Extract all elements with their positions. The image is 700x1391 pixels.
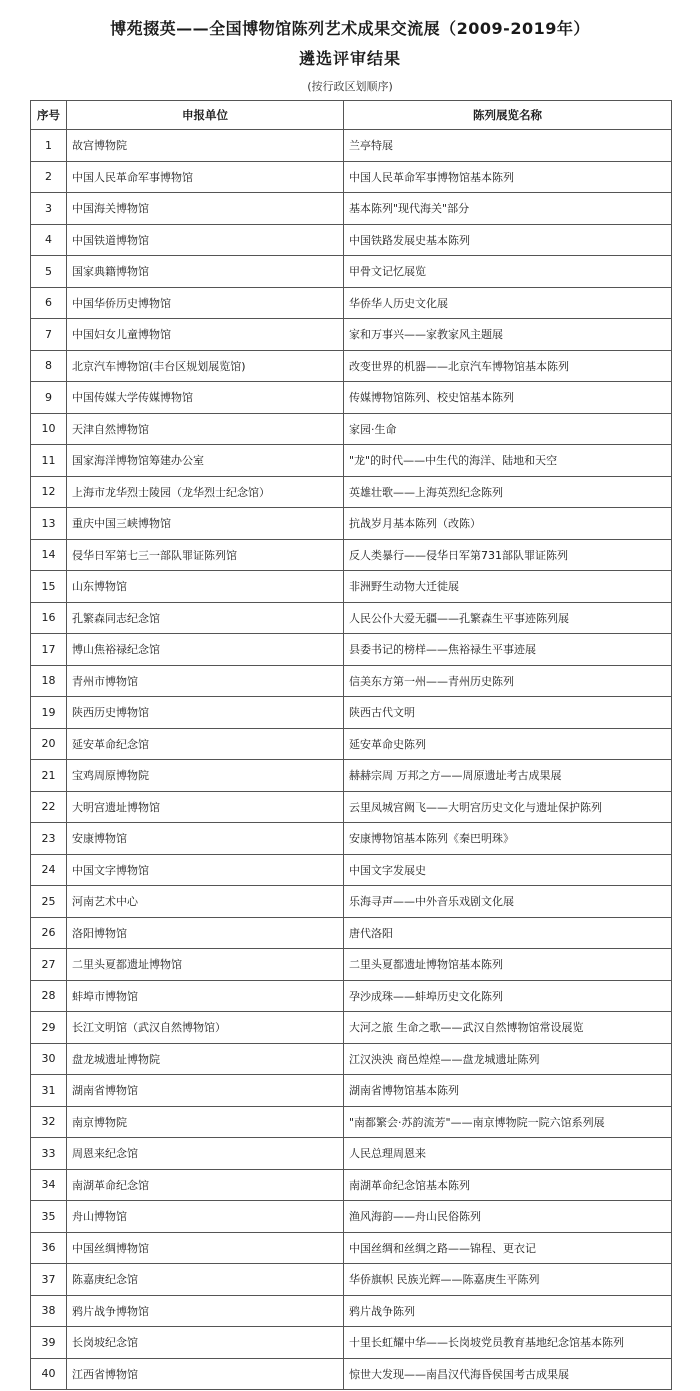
table-row (31, 1106, 672, 1138)
row-index: 17 (31, 634, 67, 666)
row-exhibition: 安康博物馆基本陈列《秦巴明珠》 (344, 823, 672, 855)
row-unit: 中国铁道博物馆 (67, 224, 344, 256)
table-row (31, 1012, 672, 1044)
table-row (31, 193, 672, 225)
table-row (31, 571, 672, 603)
table-row (31, 1075, 672, 1107)
row-index: 21 (31, 760, 67, 792)
row-unit: 鸦片战争博物馆 (67, 1295, 344, 1327)
table-row (31, 350, 672, 382)
row-exhibition: 孕沙成珠——蚌埠历史文化陈列 (344, 980, 672, 1012)
row-unit: 江西省博物馆 (67, 1358, 344, 1390)
row-index: 7 (31, 319, 67, 351)
table-row (31, 1138, 672, 1170)
row-exhibition: 鸦片战争陈列 (344, 1295, 672, 1327)
row-index: 16 (31, 602, 67, 634)
row-index: 12 (31, 476, 67, 508)
row-unit: 宝鸡周原博物院 (67, 760, 344, 792)
row-index: 10 (31, 413, 67, 445)
row-unit: 国家典籍博物馆 (67, 256, 344, 288)
row-unit: 孔繁森同志纪念馆 (67, 602, 344, 634)
document-subtitle: 遴选评审结果 (298, 49, 401, 68)
row-index: 24 (31, 854, 67, 886)
row-index: 4 (31, 224, 67, 256)
header-exhibition: 陈列展览名称 (344, 101, 672, 130)
row-index: 36 (31, 1232, 67, 1264)
row-unit: 安康博物馆 (67, 823, 344, 855)
row-index: 18 (31, 665, 67, 697)
row-unit: 河南艺术中心 (67, 886, 344, 918)
row-index: 19 (31, 697, 67, 729)
row-unit: 二里头夏都遗址博物馆 (67, 949, 344, 981)
row-index: 26 (31, 917, 67, 949)
row-unit: 故宫博物院 (67, 130, 344, 162)
row-unit: 洛阳博物馆 (67, 917, 344, 949)
row-unit: 南湖革命纪念馆 (67, 1169, 344, 1201)
table-row (31, 949, 672, 981)
row-index: 29 (31, 1012, 67, 1044)
ordering-note: (按行政区划顺序) (307, 80, 393, 93)
row-unit: 陕西历史博物馆 (67, 697, 344, 729)
table-row (31, 413, 672, 445)
row-unit: 青州市博物馆 (67, 665, 344, 697)
row-unit: 长江文明馆（武汉自然博物馆） (67, 1012, 344, 1044)
table-row (31, 728, 672, 760)
row-index: 15 (31, 571, 67, 603)
row-index: 28 (31, 980, 67, 1012)
row-unit: 北京汽车博物馆(丰台区规划展览馆) (67, 350, 344, 382)
header-unit: 申报单位 (67, 101, 344, 130)
document-title: 博苑掇英——全国博物馆陈列艺术成果交流展（2009-2019年） (110, 19, 590, 38)
row-exhibition: 华侨旗帜 民族光辉——陈嘉庚生平陈列 (344, 1264, 672, 1296)
table-header-row (31, 101, 672, 130)
table-row (31, 539, 672, 571)
row-index: 37 (31, 1264, 67, 1296)
row-index: 32 (31, 1106, 67, 1138)
row-unit: 国家海洋博物馆筹建办公室 (67, 445, 344, 477)
row-exhibition: 大河之旅 生命之歌——武汉自然博物馆常设展览 (344, 1012, 672, 1044)
table-row (31, 1043, 672, 1075)
row-exhibition: 反人类暴行——侵华日军第731部队罪证陈列 (344, 539, 672, 571)
table-row (31, 1264, 672, 1296)
row-exhibition: 中国文字发展史 (344, 854, 672, 886)
table-row (31, 602, 672, 634)
row-exhibition: 家和万事兴——家教家风主题展 (344, 319, 672, 351)
table-row (31, 224, 672, 256)
row-exhibition: 十里长虹耀中华——长岗坡党员教育基地纪念馆基本陈列 (344, 1327, 672, 1359)
row-index: 33 (31, 1138, 67, 1170)
row-index: 11 (31, 445, 67, 477)
table-row (31, 760, 672, 792)
row-unit: 中国海关博物馆 (67, 193, 344, 225)
table-row (31, 130, 672, 162)
row-exhibition: 人民公仆大爱无疆——孔繁森生平事迹陈列展 (344, 602, 672, 634)
row-index: 25 (31, 886, 67, 918)
table-row (31, 256, 672, 288)
table-row (31, 823, 672, 855)
row-exhibition: 基本陈列"现代海关"部分 (344, 193, 672, 225)
row-index: 3 (31, 193, 67, 225)
table-row (31, 886, 672, 918)
row-unit: 周恩来纪念馆 (67, 1138, 344, 1170)
row-index: 8 (31, 350, 67, 382)
row-unit: 盘龙城遗址博物院 (67, 1043, 344, 1075)
table-row (31, 634, 672, 666)
row-exhibition: 惊世大发现——南昌汉代海昏侯国考古成果展 (344, 1358, 672, 1390)
row-index: 20 (31, 728, 67, 760)
table-row (31, 508, 672, 540)
table-row (31, 791, 672, 823)
table-row (31, 382, 672, 414)
row-unit: 中国文字博物馆 (67, 854, 344, 886)
row-unit: 中国传媒大学传媒博物馆 (67, 382, 344, 414)
row-unit: 舟山博物馆 (67, 1201, 344, 1233)
row-unit: 湖南省博物馆 (67, 1075, 344, 1107)
row-exhibition: 中国铁路发展史基本陈列 (344, 224, 672, 256)
row-exhibition: 抗战岁月基本陈列（改陈） (344, 508, 672, 540)
row-unit: 上海市龙华烈士陵园（龙华烈士纪念馆） (67, 476, 344, 508)
table-row (31, 319, 672, 351)
row-unit: 重庆中国三峡博物馆 (67, 508, 344, 540)
row-unit: 中国丝绸博物馆 (67, 1232, 344, 1264)
row-exhibition: 改变世界的机器——北京汽车博物馆基本陈列 (344, 350, 672, 382)
row-unit: 长岗坡纪念馆 (67, 1327, 344, 1359)
row-unit: 博山焦裕禄纪念馆 (67, 634, 344, 666)
row-exhibition: 县委书记的榜样——焦裕禄生平事迹展 (344, 634, 672, 666)
row-exhibition: 英雄壮歌——上海英烈纪念陈列 (344, 476, 672, 508)
row-index: 14 (31, 539, 67, 571)
row-index: 13 (31, 508, 67, 540)
row-exhibition: 唐代洛阳 (344, 917, 672, 949)
row-exhibition: 信美东方第一州——青州历史陈列 (344, 665, 672, 697)
row-index: 31 (31, 1075, 67, 1107)
row-unit: 蚌埠市博物馆 (67, 980, 344, 1012)
row-index: 9 (31, 382, 67, 414)
row-exhibition: 兰亭特展 (344, 130, 672, 162)
row-exhibition: 江汉泱泱 商邑煌煌——盘龙城遗址陈列 (344, 1043, 672, 1075)
row-unit: 山东博物馆 (67, 571, 344, 603)
row-exhibition: 赫赫宗周 万邦之方——周原遗址考古成果展 (344, 760, 672, 792)
table-row (31, 1169, 672, 1201)
row-exhibition: 华侨华人历史文化展 (344, 287, 672, 319)
row-unit: 延安革命纪念馆 (67, 728, 344, 760)
row-index: 30 (31, 1043, 67, 1075)
row-exhibition: 乐海寻声——中外音乐戏剧文化展 (344, 886, 672, 918)
row-exhibition: 陕西古代文明 (344, 697, 672, 729)
row-unit: 陈嘉庚纪念馆 (67, 1264, 344, 1296)
row-index: 2 (31, 161, 67, 193)
row-exhibition: 中国人民革命军事博物馆基本陈列 (344, 161, 672, 193)
row-unit: 中国华侨历史博物馆 (67, 287, 344, 319)
row-unit: 大明宫遗址博物馆 (67, 791, 344, 823)
row-exhibition: 云里凤城宫阙飞——大明宫历史文化与遗址保护陈列 (344, 791, 672, 823)
row-unit: 中国人民革命军事博物馆 (67, 161, 344, 193)
row-index: 5 (31, 256, 67, 288)
table-row (31, 1201, 672, 1233)
table-row (31, 287, 672, 319)
table-row (31, 476, 672, 508)
row-index: 39 (31, 1327, 67, 1359)
row-exhibition: 中国丝绸和丝绸之路——锦程、更衣记 (344, 1232, 672, 1264)
table-row (31, 1232, 672, 1264)
row-index: 34 (31, 1169, 67, 1201)
row-exhibition: 湖南省博物馆基本陈列 (344, 1075, 672, 1107)
table-row (31, 980, 672, 1012)
row-exhibition: "龙"的时代——中生代的海洋、陆地和天空 (344, 445, 672, 477)
row-index: 38 (31, 1295, 67, 1327)
row-index: 1 (31, 130, 67, 162)
row-index: 40 (31, 1358, 67, 1390)
row-exhibition: 二里头夏都遗址博物馆基本陈列 (344, 949, 672, 981)
row-unit: 侵华日军第七三一部队罪证陈列馆 (67, 539, 344, 571)
row-exhibition: 甲骨文记忆展览 (344, 256, 672, 288)
table-row (31, 917, 672, 949)
row-unit: 中国妇女儿童博物馆 (67, 319, 344, 351)
table-row (31, 1327, 672, 1359)
table-body (31, 130, 672, 1390)
row-index: 23 (31, 823, 67, 855)
row-exhibition: 传媒博物馆陈列、校史馆基本陈列 (344, 382, 672, 414)
table-row (31, 665, 672, 697)
row-index: 6 (31, 287, 67, 319)
row-exhibition: "南都繁会·苏韵流芳"——南京博物院一院六馆系列展 (344, 1106, 672, 1138)
row-exhibition: 渔风海韵——舟山民俗陈列 (344, 1201, 672, 1233)
row-unit: 南京博物院 (67, 1106, 344, 1138)
table-row (31, 161, 672, 193)
table-row (31, 1358, 672, 1390)
row-index: 27 (31, 949, 67, 981)
row-index: 35 (31, 1201, 67, 1233)
row-unit: 天津自然博物馆 (67, 413, 344, 445)
table-row (31, 1295, 672, 1327)
row-exhibition: 南湖革命纪念馆基本陈列 (344, 1169, 672, 1201)
row-exhibition: 人民总理周恩来 (344, 1138, 672, 1170)
row-index: 22 (31, 791, 67, 823)
row-exhibition: 家园·生命 (344, 413, 672, 445)
table-row (31, 697, 672, 729)
header-index: 序号 (31, 101, 67, 130)
row-exhibition: 非洲野生动物大迁徙展 (344, 571, 672, 603)
table-row (31, 854, 672, 886)
results-table (30, 100, 672, 1390)
row-exhibition: 延安革命史陈列 (344, 728, 672, 760)
table-row (31, 445, 672, 477)
